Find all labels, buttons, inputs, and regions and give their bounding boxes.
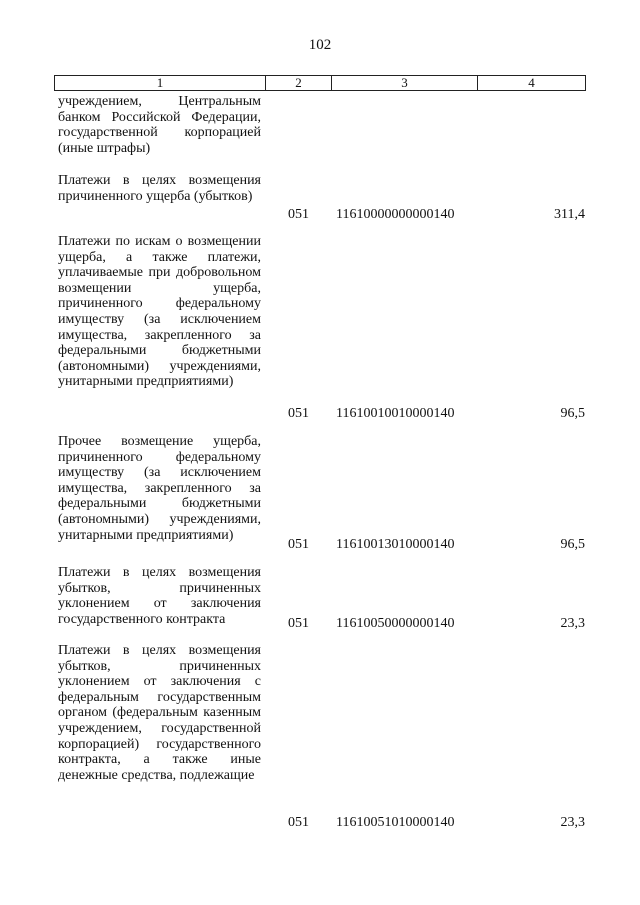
row-name: Прочее возмещение ущерба, причиненного федеральному имуществу (за исключением имущества, закрепленного за федеральными бюджетными (автономными) учреждениями, унитарными предприятиями) [58,434,261,543]
row-code: 051 [288,406,309,421]
page-number: 102 [308,37,332,53]
row-kbk: 11610050000000140 [336,616,455,631]
header-col-3: 3 [332,76,478,90]
row-name: Платежи в целях возмещения убытков, причиненных уклонением от заключения государственного контракта [58,565,261,627]
row-kbk: 11610000000000140 [336,207,455,222]
row-amount: 23,3 [560,616,585,631]
row-amount: 96,5 [560,406,585,421]
row-name: Платежи по искам о возмещении ущерба, а также платежи, уплачиваемые при добровольном возмещении ущерба, причиненного федеральному имуществу (за исключением имущества, закрепленного за федеральными бюджетными (автономными) учреждениями, унитарными предприятиями) [58,234,261,390]
header-col-4: 4 [528,75,535,90]
row-amount: 23,3 [560,815,585,830]
row-kbk: 11610051010000140 [336,815,455,830]
header-col-2: 2 [266,76,332,90]
row-amount: 311,4 [554,207,585,222]
row-code: 051 [288,616,309,631]
row-code: 051 [288,207,309,222]
row-kbk: 11610013010000140 [336,537,455,552]
row-code: 051 [288,815,309,830]
header-col-1: 1 [55,76,266,90]
row-name: учреждением, Центральным банком Российской Федерации, государственной корпорацией (иные штрафы) [58,94,261,156]
row-name: Платежи в целях возмещения убытков, причиненных уклонением от заключения с федеральным государственным органом (федеральным казенным учреждением, государственной корпорацией) государственного контракта, а также иные денежные средства, подлежащие [58,643,261,783]
table-header [54,75,586,91]
row-name: Платежи в целях возмещения причиненного ущерба (убытков) [58,173,261,204]
row-code: 051 [288,537,309,552]
row-amount: 96,5 [560,537,585,552]
row-kbk: 11610010010000140 [336,406,455,421]
